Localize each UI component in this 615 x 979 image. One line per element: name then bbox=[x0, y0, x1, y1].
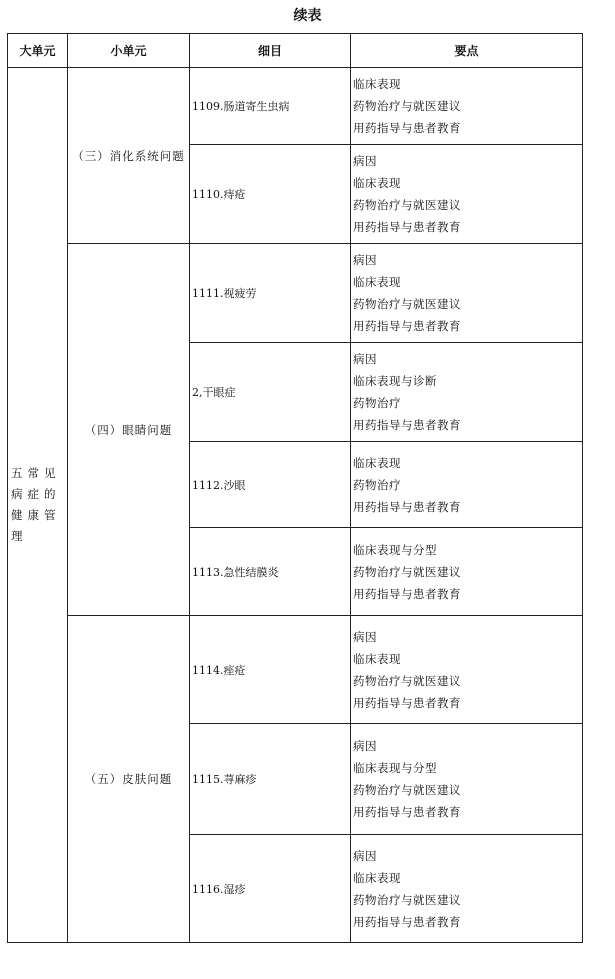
point-line: 用药指导与患者教育 bbox=[353, 220, 461, 234]
major-unit-cell bbox=[8, 68, 68, 943]
point-line: 药物治疗 bbox=[353, 477, 401, 492]
item-cell: 1116.湿疹 bbox=[190, 835, 351, 943]
item-cell: 1114.痤疮 bbox=[190, 616, 351, 724]
point-line: 药物治疗与就医建议 bbox=[353, 564, 461, 579]
point-line: 病因 bbox=[353, 629, 377, 644]
sub-unit-eyes: （四）眼睛问题 bbox=[68, 244, 190, 616]
points-cell bbox=[351, 145, 583, 244]
point-line: 用药指导与患者教育 bbox=[353, 914, 461, 929]
point-line: 临床表现与诊断 bbox=[353, 374, 437, 388]
header-major-unit: 大单元 bbox=[8, 34, 68, 68]
point-line: 用药指导与患者教育 bbox=[353, 418, 461, 432]
syllabus-table bbox=[7, 33, 583, 943]
point-line: 药物治疗与就医建议 bbox=[353, 783, 461, 797]
point-line: 临床表现 bbox=[353, 651, 401, 666]
points-cell bbox=[351, 442, 583, 528]
point-line: 用药指导与患者教育 bbox=[353, 586, 461, 601]
header-points: 要点 bbox=[351, 34, 583, 68]
point-line: 病因 bbox=[353, 848, 377, 863]
item-cell: 1110.痔疮 bbox=[190, 145, 351, 244]
point-line: 病因 bbox=[353, 352, 377, 366]
points-cell bbox=[351, 343, 583, 442]
item-cell: 1113.急性结膜炎 bbox=[190, 528, 351, 616]
point-line: 用药指导与患者教育 bbox=[353, 695, 461, 710]
item-cell: 1109.肠道寄生虫病 bbox=[190, 68, 351, 145]
point-line: 病因 bbox=[353, 739, 377, 753]
point-line: 药物治疗 bbox=[353, 396, 401, 410]
item-cell: 1112.沙眼 bbox=[190, 442, 351, 528]
points-cell bbox=[351, 616, 583, 724]
points-cell bbox=[351, 244, 583, 343]
point-line: 临床表现 bbox=[353, 176, 401, 190]
item-cell: 1115.荨麻疹 bbox=[190, 724, 351, 835]
sub-unit-skin: （五）皮肤问题 bbox=[68, 616, 190, 943]
point-line: 药物治疗与就医建议 bbox=[353, 99, 461, 113]
table-row bbox=[8, 68, 583, 145]
header-item: 细目 bbox=[190, 34, 351, 68]
point-line: 临床表现 bbox=[353, 77, 401, 91]
sub-unit-digestive: （三）消化系统问题 bbox=[68, 68, 190, 244]
header-sub-unit: 小单元 bbox=[68, 34, 190, 68]
item-cell: 1111.视疲劳 bbox=[190, 244, 351, 343]
item-cell: 2,干眼症 bbox=[190, 343, 351, 442]
point-line: 药物治疗与就医建议 bbox=[353, 892, 461, 907]
point-line: 病因 bbox=[353, 253, 377, 267]
table-row bbox=[8, 616, 583, 724]
point-line: 用药指导与患者教育 bbox=[353, 499, 461, 514]
major-unit-label: 五常见病症的健康管理 bbox=[11, 466, 61, 543]
point-line: 临床表现与分型 bbox=[353, 761, 437, 775]
point-line: 药物治疗与就医建议 bbox=[353, 673, 461, 688]
point-line: 用药指导与患者教育 bbox=[353, 319, 461, 333]
points-cell bbox=[351, 835, 583, 943]
point-line: 临床表现 bbox=[353, 455, 401, 470]
points-cell bbox=[351, 68, 583, 145]
header-row bbox=[8, 34, 583, 68]
points-cell bbox=[351, 528, 583, 616]
table-row bbox=[8, 244, 583, 343]
point-line: 药物治疗与就医建议 bbox=[353, 297, 461, 311]
point-line: 用药指导与患者教育 bbox=[353, 805, 461, 819]
point-line: 临床表现 bbox=[353, 870, 401, 885]
point-line: 病因 bbox=[353, 154, 377, 168]
point-line: 用药指导与患者教育 bbox=[353, 121, 461, 135]
points-cell bbox=[351, 724, 583, 835]
point-line: 临床表现与分型 bbox=[353, 542, 437, 557]
table-title: 续表 bbox=[293, 8, 322, 24]
point-line: 临床表现 bbox=[353, 275, 401, 289]
point-line: 药物治疗与就医建议 bbox=[353, 198, 461, 212]
